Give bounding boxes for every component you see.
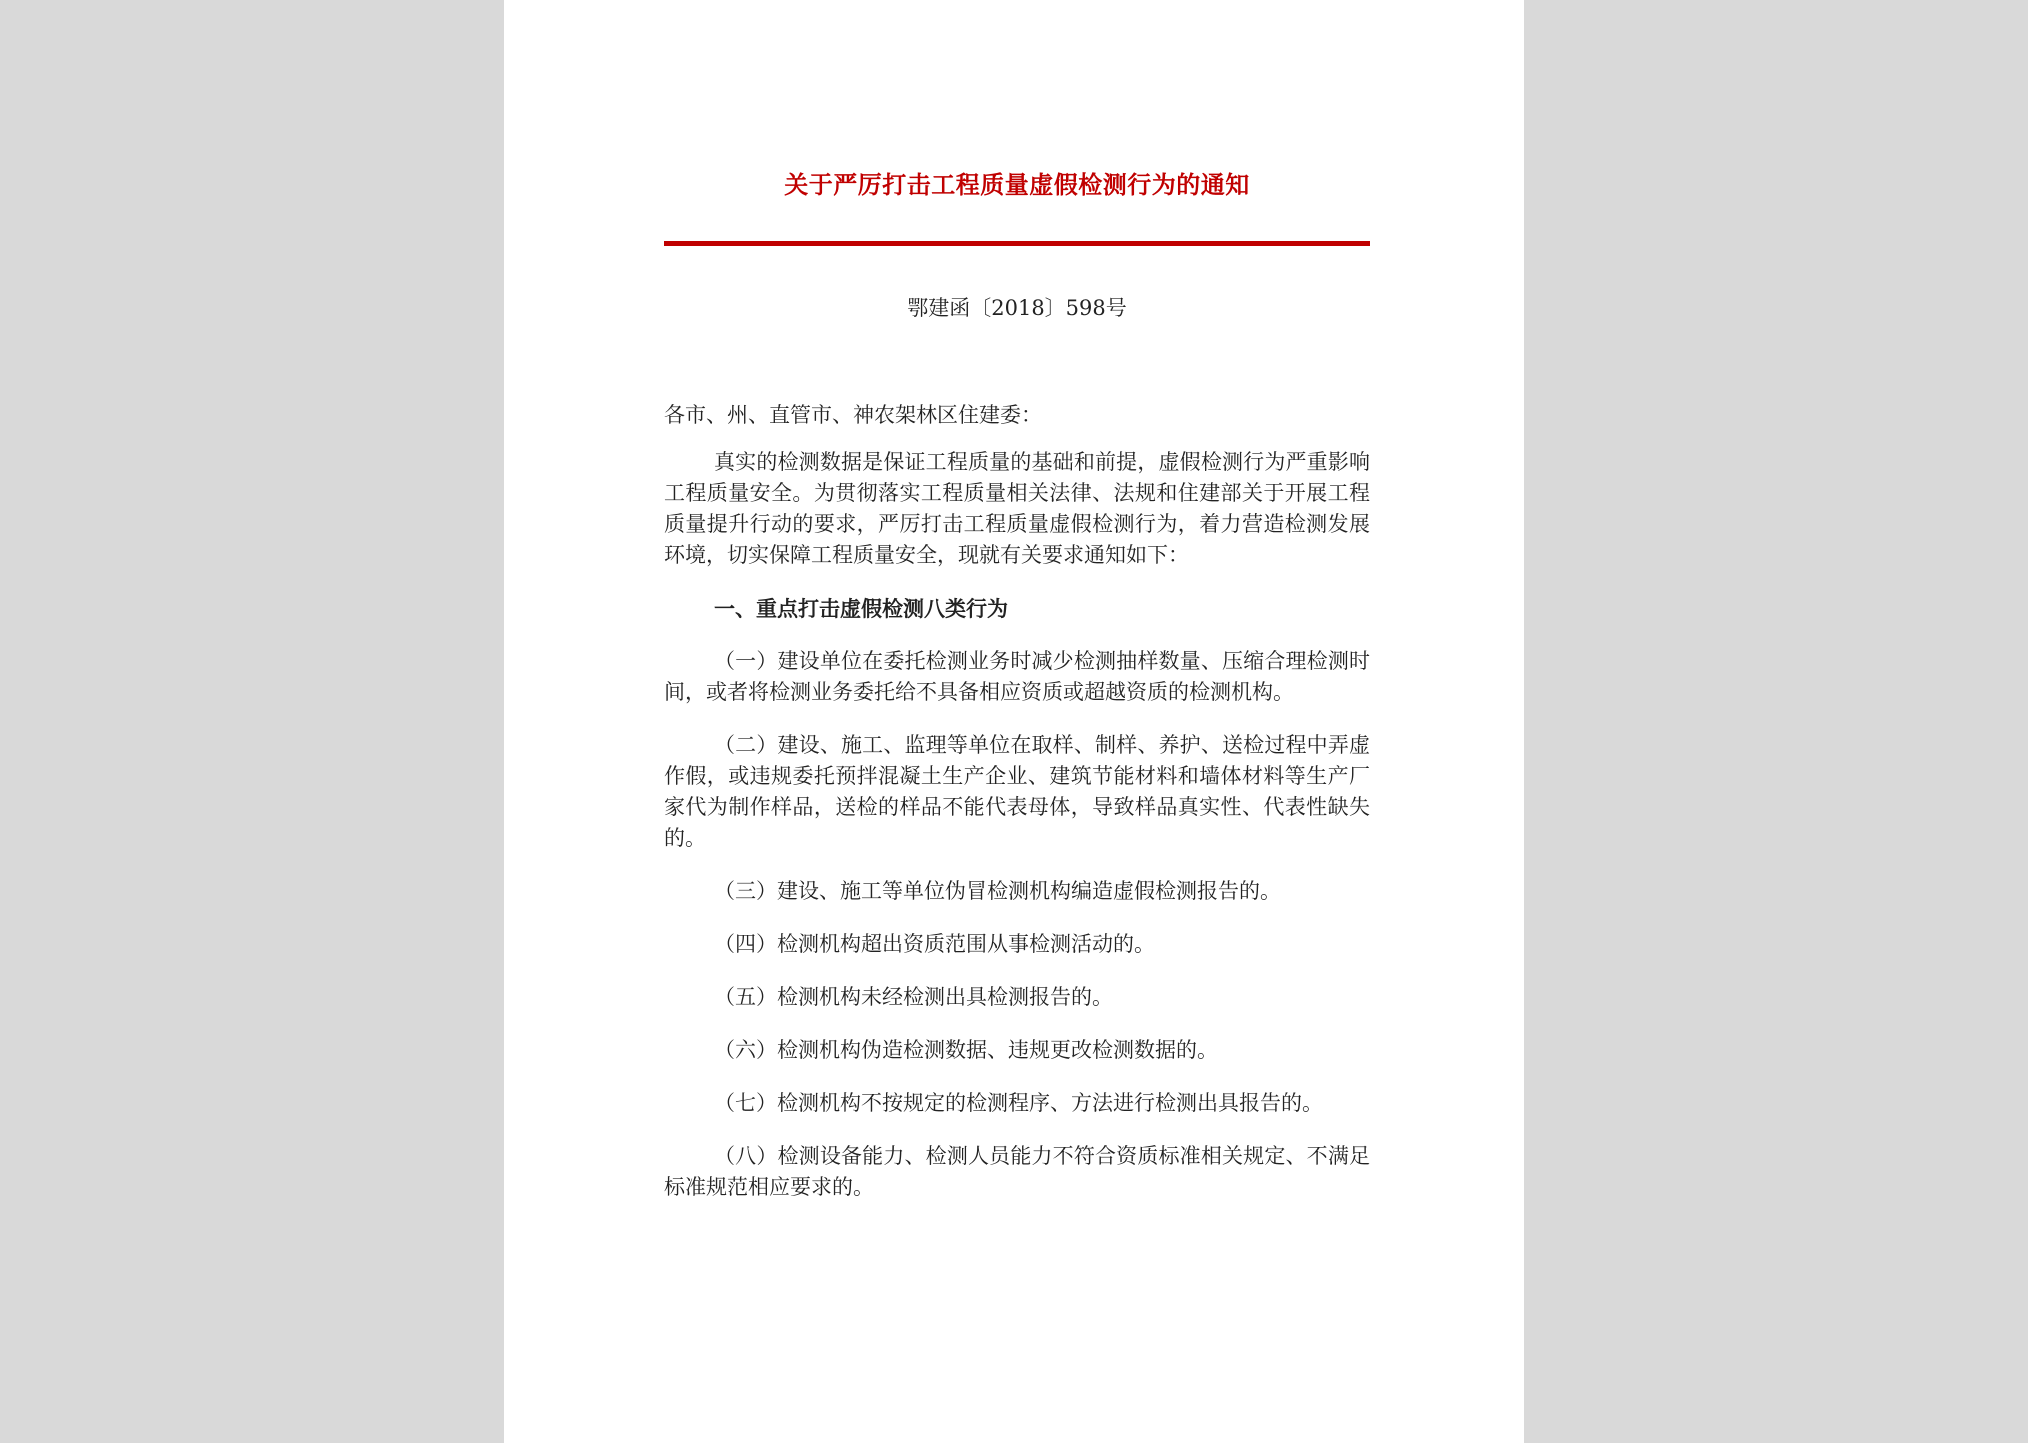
list-item: （八）检测设备能力、检测人员能力不符合资质标准相关规定、不满足标准规范相应要求的。 xyxy=(664,1144,1370,1199)
red-header-rule xyxy=(664,241,1370,246)
list-item: （一）建设单位在委托检测业务时减少检测抽样数量、压缩合理检测时间，或者将检测业务委托给不具备相应资质或超越资质的检测机构。 xyxy=(664,649,1370,704)
document-page xyxy=(504,0,1524,1443)
intro-paragraph: 真实的检测数据是保证工程质量的基础和前提，虚假检测行为严重影响工程质量安全。为贯彻落实工程质量相关法律、法规和住建部关于开展工程质量提升行动的要求，严厉打击工程质量虚假检测行为，着力营造检测发展环境，切实保障工程质量安全，现就有关要求通知如下： xyxy=(664,450,1370,567)
document-body xyxy=(664,400,1370,1225)
list-item: （四）检测机构超出资质范围从事检测活动的。 xyxy=(714,932,1155,956)
list-item: （六）检测机构伪造检测数据、违规更改检测数据的。 xyxy=(714,1038,1218,1062)
salutation: 各市、州、直管市、神农架林区住建委： xyxy=(664,403,1042,427)
document-number: 鄂建函〔2018〕598号 xyxy=(907,296,1127,320)
document-title: 关于严厉打击工程质量虚假检测行为的通知 xyxy=(784,170,1250,199)
list-item: （二）建设、施工、监理等单位在取样、制样、养护、送检过程中弄虚作假，或违规委托预拌混凝土生产企业、建筑节能材料和墙体材料等生产厂家代为制作样品，送检的样品不能代表母体，导致样品真实性、代表性缺失的。 xyxy=(664,733,1370,850)
section-heading: 一、重点打击虚假检测八类行为 xyxy=(714,596,1008,621)
list-item: （五）检测机构未经检测出具检测报告的。 xyxy=(714,985,1113,1009)
list-item: （三）建设、施工等单位伪冒检测机构编造虚假检测报告的。 xyxy=(714,879,1281,903)
list-item: （七）检测机构不按规定的检测程序、方法进行检测出具报告的。 xyxy=(714,1091,1323,1115)
